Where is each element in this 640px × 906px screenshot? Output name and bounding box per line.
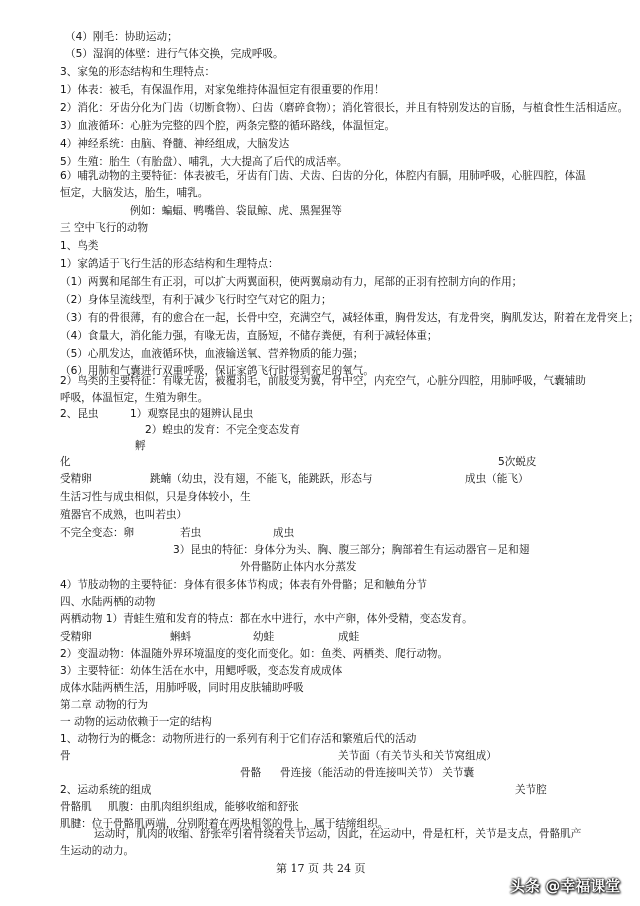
text-paragraph: 运动时，肌肉的收缩、舒张牵引着骨绕着关节运动，因此，在运动中，骨是杠杆，关节是支点，骨骼肌产生运动的动力。 bbox=[60, 828, 582, 857]
text-line: （5）湿润的体壁：进行气体交换，完成呼吸。 bbox=[65, 48, 284, 60]
text-line: 生活习性与成虫相似，只是身体较小，生 bbox=[60, 491, 251, 503]
text-line: 关节面（有关节头和关节窝组成） bbox=[338, 750, 497, 762]
text-line: 3）昆虫的特征：身体分为头、胸、腹三部分；胸部着生有运动器官－足和翅 bbox=[173, 544, 530, 556]
text-line: 受精卵 bbox=[60, 631, 92, 643]
text-line: 骨 bbox=[60, 750, 71, 762]
text-line: 若虫 bbox=[180, 527, 202, 539]
text-paragraph: 2）鸟类的主要特征：有喙无齿，被覆羽毛，前肢变为翼，骨中空，内充空气，心脏分四腔，用肺呼吸，气囊辅助呼吸，体温恒定，生殖为卵生。 bbox=[60, 375, 586, 404]
text-paragraph: 6）哺乳动物的主要特征：体表被毛，牙齿有门齿、犬齿、臼齿的分化，体腔内有膈，用肺呼吸，心脏四腔，体温恒定，大脑发达，胎生，哺乳。 bbox=[60, 170, 586, 199]
text-line: （1）两翼和尾部生有正羽，可以扩大两翼面积，使两翼扇动有力，尾部的正羽有控制方向的作用； bbox=[60, 276, 523, 288]
watermark: 头条 @幸福课堂 bbox=[510, 877, 621, 895]
section-heading: 四、水陆两栖的动物 bbox=[60, 596, 156, 608]
text-line: （5）心肌发达，血液循环快，血液输送氧、营养物质的能力强； bbox=[60, 348, 364, 360]
section-heading: 一 动物的运动依赖于一定的结构 bbox=[60, 716, 212, 728]
text-line: 4）节肢动物的主要特征：身体有很多体节构成；体表有外骨骼；足和触角分节 bbox=[60, 579, 427, 591]
text-line: 3）主要特征：幼体生活在水中，用鳃呼吸，变态发育成成体 bbox=[60, 665, 343, 677]
text-line: 成体水陆两栖生活，用肺呼吸，同时用皮肤辅助呼吸 bbox=[60, 682, 304, 694]
text-line: 外骨骼防止体内水分蒸发 bbox=[240, 561, 357, 573]
text-line: 跳蝻（幼虫，没有翅，不能飞，能跳跃，形态与 bbox=[150, 473, 373, 485]
text-line: 3）血液循环：心脏为完整的四个腔，两条完整的循环路线，体温恒定。 bbox=[60, 120, 396, 132]
text-line: （2）身体呈流线型，有利于减少飞行时空气对它的阻力； bbox=[60, 294, 332, 306]
text-line: 5）生殖：胎生（有胎盘）、哺乳，大大提高了后代的成活率。 bbox=[60, 156, 348, 168]
text-line: 4）神经系统：由脑、脊髓、神经组成，大脑发达 bbox=[60, 138, 290, 150]
text-line: 2）变温动物：体温随外界环境温度的变化而变化。如：鱼类、两栖类、爬行动物。 bbox=[60, 648, 449, 660]
text-line: 1、动物行为的概念：动物所进行的一系列有利于它们存活和繁殖后代的活动 bbox=[60, 733, 417, 745]
text-line: 3、家兔的形态结构和生理特点： bbox=[60, 66, 216, 78]
page-number-footer: 第 17 页 共 24 页 bbox=[276, 862, 366, 875]
text-line: 1、鸟类 bbox=[60, 240, 99, 252]
text-line: （3）有的骨很薄，有的愈合在一起，长骨中空，充满空气，减轻体重，胸骨发达，有龙骨突，胸肌发达，附着在龙骨突上； bbox=[60, 312, 639, 324]
text-line: 关节腔 bbox=[515, 784, 547, 796]
text-line: 成蛙 bbox=[338, 631, 360, 643]
text-line: 2）蝗虫的发育：不完全变态发育 bbox=[145, 424, 301, 436]
text-line: 例如：蝙蝠、鸭嘴兽、袋鼠鲸、虎、黑猩猩等 bbox=[130, 205, 342, 217]
text-line: 成虫（能飞） bbox=[465, 473, 529, 485]
text-line: （4）食量大，消化能力强，有喙无齿，直肠短，不储存粪便，有利于减轻体重； bbox=[60, 330, 438, 342]
text-line: 1）家鸽适于飞行生活的形态结构和生理特点： bbox=[60, 258, 279, 270]
text-line: 骨骼肌 bbox=[60, 801, 92, 813]
section-heading: 三 空中飞行的动物 bbox=[60, 222, 149, 234]
text-line: （4）刚毛：协助运动； bbox=[65, 31, 178, 43]
text-line: 2、运动系统的组成 bbox=[60, 784, 152, 796]
text-line: 2、昆虫 bbox=[60, 408, 99, 420]
text-line: 孵 bbox=[135, 440, 146, 452]
text-line: 肌腱：位于骨骼肌两端，分别附着在两块相邻的骨上，属于结缔组织。 bbox=[60, 818, 389, 830]
text-line: 受精卵 bbox=[60, 473, 92, 485]
text-line: 蝌蚪 bbox=[170, 631, 192, 643]
text-line: 骨骼 bbox=[240, 767, 262, 779]
text-line: 两栖动物 1）青蛙生殖和发育的特点：都在水中进行，水中产卵，体外受精，变态发育。 bbox=[60, 613, 473, 625]
text-line: 幼蛙 bbox=[253, 631, 275, 643]
chapter-heading: 第二章 动物的行为 bbox=[60, 699, 149, 711]
text-line: 不完全变态：卵 bbox=[60, 527, 135, 539]
text-line: 1）体表：被毛，有保温作用，对家兔维持体温恒定有很重要的作用！ bbox=[60, 84, 385, 96]
text-line: 殖器官不成熟，也叫若虫） bbox=[60, 509, 188, 521]
text-line: 成虫 bbox=[273, 527, 295, 539]
text-line: 化 bbox=[60, 456, 71, 468]
text-line: 5次蜕皮 bbox=[498, 456, 537, 468]
text-line: 1）观察昆虫的翅辨认昆虫 bbox=[130, 408, 254, 420]
text-line: 肌腹：由肌肉组织组成，能够收缩和舒张 bbox=[108, 801, 299, 813]
text-line: （6）用肺和气囊进行双重呼吸，保证家鸽飞行时得到充足的氧气。 bbox=[60, 365, 374, 377]
text-line: 2）消化：牙齿分化为门齿（切断食物）、臼齿（磨碎食物）；消化管很长，并且有特别发达的盲肠，与植食性生活相适应。 bbox=[60, 102, 629, 114]
text-line: 骨连接（能活动的骨连接叫关节） 关节囊 bbox=[280, 767, 475, 779]
